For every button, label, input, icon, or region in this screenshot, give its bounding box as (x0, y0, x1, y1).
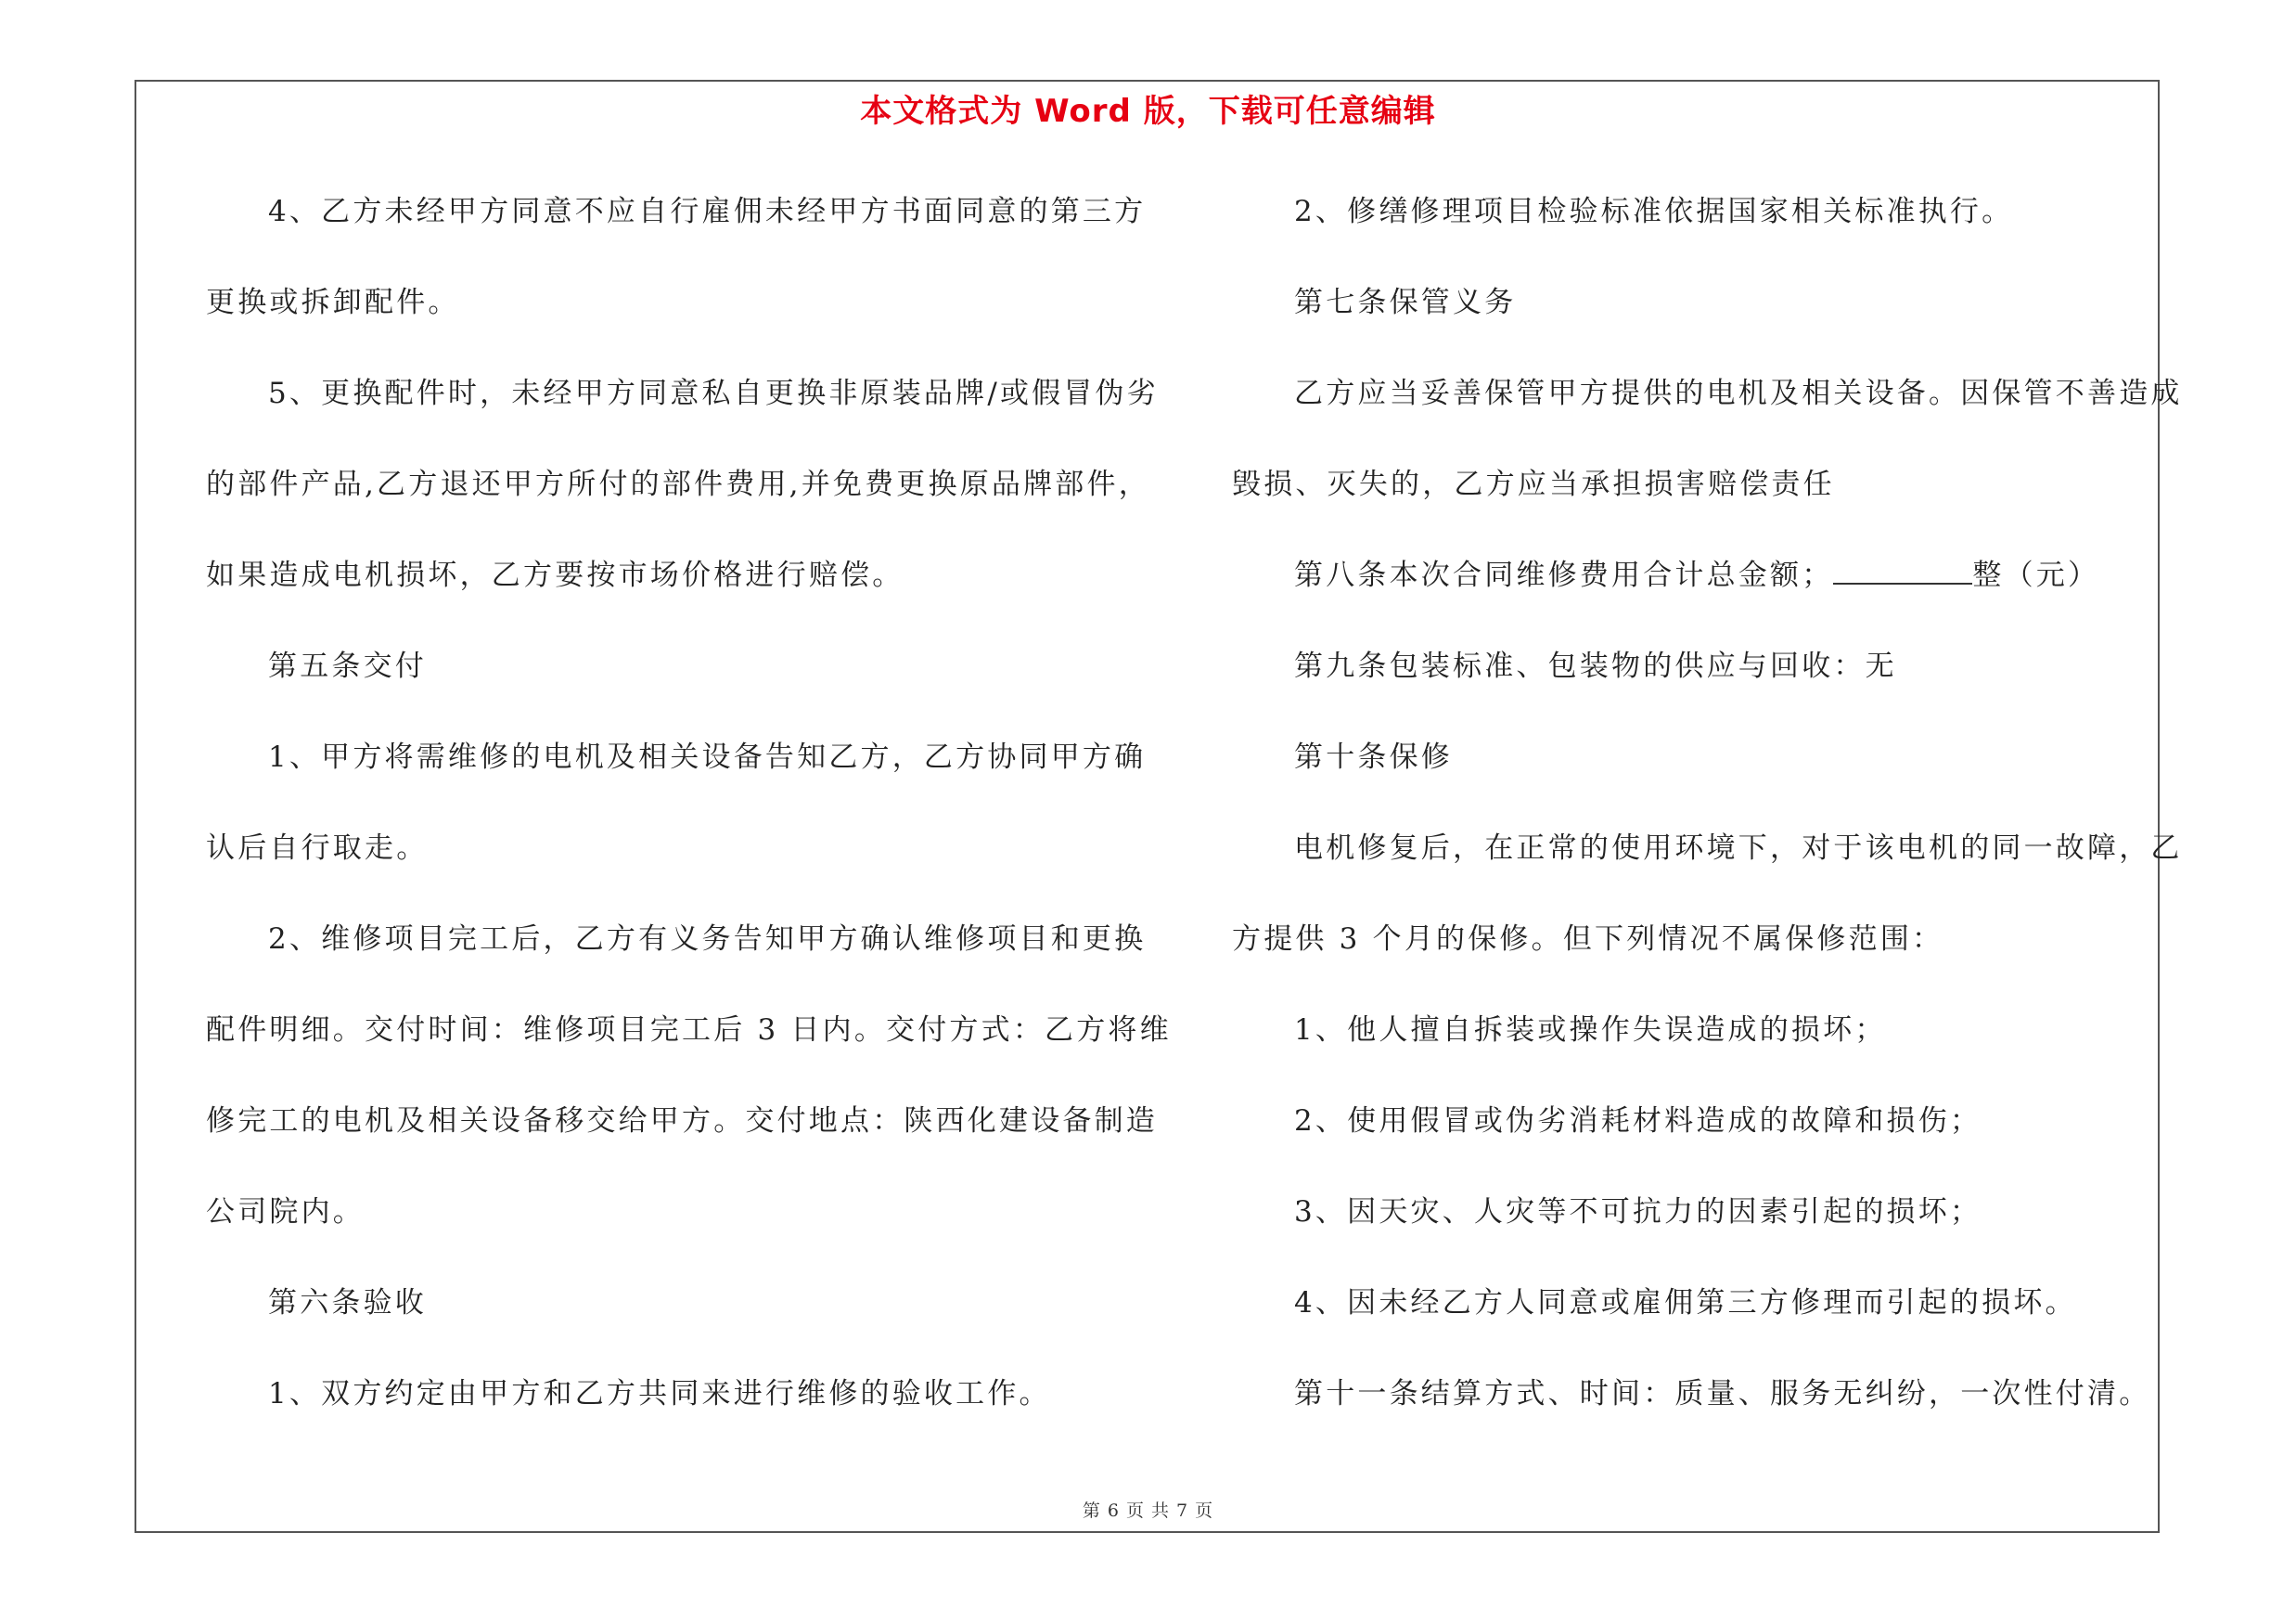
paragraph-line: 1、双方约定由甲方和乙方共同来进行维修的验收工作。 (268, 1377, 1051, 1410)
list-item: 4、因未经乙方人同意或雇佣第三方修理而引起的损坏。 (1294, 1286, 2077, 1320)
paragraph-line: 方提供 3 个月的保修。但下列情况不属保修范围： (1232, 922, 1944, 956)
amount-blank-field (1833, 557, 1972, 585)
paragraph-line: 乙方应当妥善保管甲方提供的电机及相关设备。因保管不善造成 (1294, 377, 2183, 410)
section-heading: 第六条验收 (268, 1286, 427, 1320)
paragraph-line: 更换或拆卸配件。 (206, 286, 460, 319)
section-heading: 第五条交付 (268, 650, 427, 683)
list-item: 2、使用假冒或伪劣消耗材料造成的故障和损伤； (1294, 1104, 1982, 1138)
amount-unit: 整（元） (1972, 559, 2100, 592)
paragraph-line: 的部件产品,乙方退还甲方所付的部件费用,并免费更换原品牌部件， (206, 468, 1150, 501)
paragraph-line: 认后自行取走。 (206, 831, 429, 865)
section-heading: 第七条保管义务 (1294, 286, 1517, 319)
paragraph-line: 如果造成电机损坏，乙方要按市场价格进行赔偿。 (206, 559, 904, 592)
amount-line (1232, 557, 2099, 594)
list-item: 3、因天灾、人灾等不可抗力的因素引起的损坏； (1294, 1195, 1982, 1229)
paragraph-line: 2、修缮修理项目检验标准依据国家相关标准执行。 (1294, 195, 2014, 228)
paragraph-line: 5、更换配件时，未经甲方同意私自更换非原装品牌/或假冒伪劣 (268, 377, 1159, 410)
paragraph-line: 毁损、灭失的，乙方应当承担损害赔偿责任 (1232, 468, 1835, 501)
paragraph-line: 修完工的电机及相关设备移交给甲方。交付地点：陕西化建设备制造 (206, 1104, 1158, 1138)
section-heading: 第九条包装标准、包装物的供应与回收：无 (1294, 650, 1897, 683)
format-notice-banner: 本文格式为 Word 版，下载可任意编辑 (860, 93, 1436, 130)
page-number: 第 6 页 共 7 页 (1082, 1501, 1214, 1521)
paragraph-line: 4、乙方未经甲方同意不应自行雇佣未经甲方书面同意的第三方 (268, 195, 1147, 228)
paragraph-line: 1、甲方将需维修的电机及相关设备告知乙方，乙方协同甲方确 (268, 741, 1147, 774)
paragraph-line: 配件明细。交付时间：维修项目完工后 3 日内。交付方式：乙方将维 (206, 1013, 1172, 1047)
section-heading: 第十一条结算方式、时间：质量、服务无纠纷，一次性付清。 (1294, 1377, 2151, 1410)
paragraph-line: 公司院内。 (206, 1195, 365, 1229)
paragraph-line: 电机修复后，在正常的使用环境下，对于该电机的同一故障，乙 (1294, 831, 2183, 865)
paragraph-line: 2、维修项目完工后，乙方有义务告知甲方确认维修项目和更换 (268, 922, 1147, 956)
amount-label: 第八条本次合同维修费用合计总金额； (1294, 559, 1834, 592)
list-item: 1、他人擅自拆装或操作失误造成的损坏； (1294, 1013, 1887, 1047)
section-heading: 第十条保修 (1294, 741, 1453, 774)
